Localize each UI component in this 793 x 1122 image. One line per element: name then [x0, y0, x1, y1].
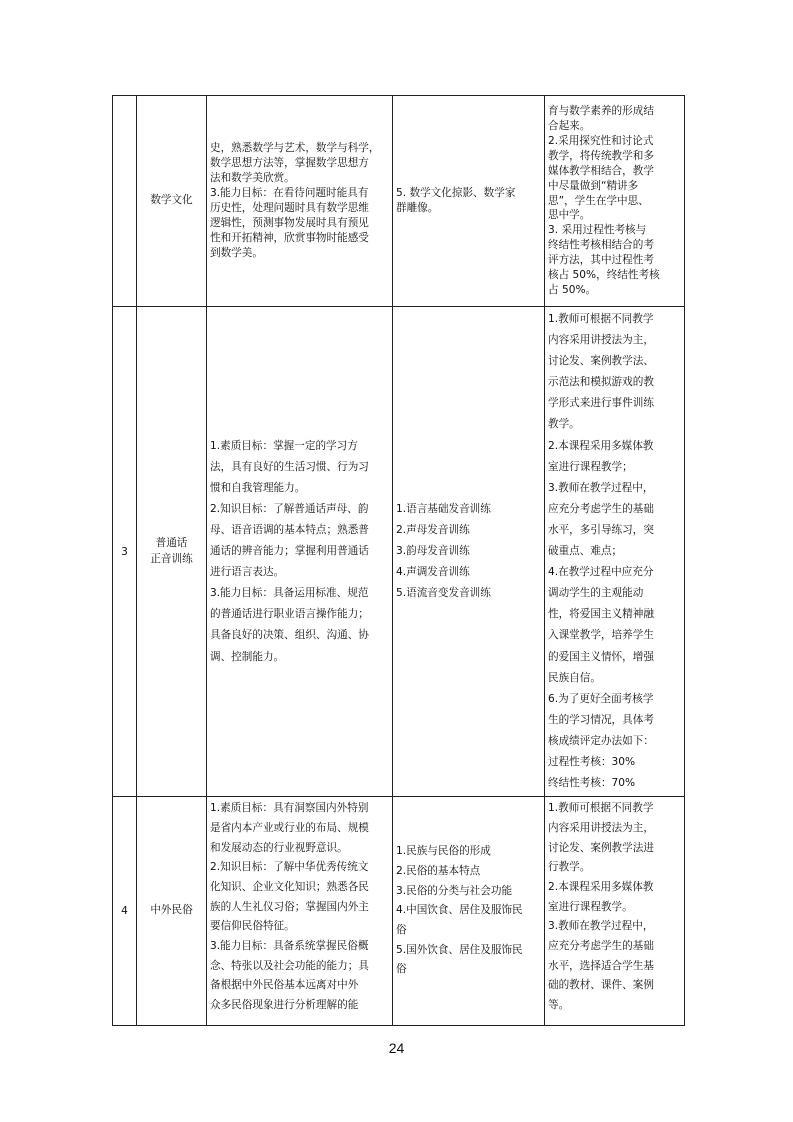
course-goals-line: 通话的辨音能力；掌握利用普通话	[210, 545, 369, 558]
teaching-requirements-line: 思”，学生在学中思、	[548, 194, 649, 207]
teaching-requirements-line: 思中学。	[548, 209, 591, 222]
course-content-line: 3.民俗的分类与社会功能	[396, 884, 513, 897]
teaching-requirements-line: 入课堂教学，培养学生	[548, 629, 654, 642]
course-content-line: 4.声调发音训练	[396, 566, 470, 579]
course-goals-line: 数学思想方法等，掌握数学思想方	[210, 157, 369, 170]
teaching-requirements-line: 教学，将传统教学和多	[548, 149, 654, 162]
course-goals-line: 具备良好的决策、组织、沟通、协	[210, 629, 369, 642]
course-goals	[207, 96, 393, 307]
teaching-requirements-line: 2.本课程采用多媒体教	[548, 880, 654, 893]
course-content-line: 5.国外饮食、居住及服饰民	[396, 943, 523, 956]
row-number: 3	[113, 307, 137, 797]
table-row	[113, 307, 685, 797]
course-content-line: 2.声母发音训练	[396, 523, 470, 536]
teaching-requirements-line: 6.为了更好全面考核学	[548, 692, 654, 705]
course-goals-line: 3.能力目标：具备系统掌握民俗概	[210, 940, 369, 953]
course-name: 中外民俗	[137, 797, 207, 1026]
teaching-requirements-line: 育与数学素养的形成结	[548, 105, 654, 118]
course-content-line: 俗	[396, 924, 407, 936]
teaching-requirements-line: 室进行课程教学。	[548, 900, 633, 913]
teaching-requirements-line: 核占 50%，终结性考核	[548, 269, 660, 282]
teaching-requirements-line: 讨论发、案例教学法进	[548, 841, 654, 854]
table-row	[113, 96, 685, 307]
course-goals-line: 众多民俗现象进行分析理解的能	[210, 999, 359, 1012]
teaching-requirements-line: 过程性考核：30%	[548, 755, 636, 768]
teaching-requirements-line: 评方法，其中过程性考	[548, 254, 654, 267]
teaching-requirements-line: 1.教师可根据不同教学	[548, 802, 654, 815]
teaching-requirements-line: 行教学。	[548, 861, 591, 874]
course-goals-line: 族的人生礼仪习俗；掌握国内外主	[210, 900, 369, 913]
course-goals-line: 性和开拓精神，欣赏事物时能感受	[210, 231, 369, 244]
course-goals-line: 母、语音语调的基本特点；熟悉普	[210, 523, 369, 536]
course-goals-line: 念、特张以及社会功能的能力；具	[210, 959, 369, 972]
teaching-requirements-line: 4.在教学过程中应充分	[548, 566, 654, 579]
course-goals-line: 1.素质目标：具有洞察国内外特别	[210, 802, 369, 815]
course-name: 普通话 正音训练	[137, 307, 207, 797]
course-table	[112, 95, 685, 1026]
row-number: 4	[113, 797, 137, 1026]
course-goals-line: 法，具有良好的生活习惯、行为习	[210, 460, 369, 473]
teaching-requirements-line: 教学。	[548, 418, 580, 431]
teaching-requirements-line: 占 50%。	[548, 283, 597, 296]
course-content-line: 4.中国饮食、居住及服饰民	[396, 904, 523, 917]
course-goals-line: 逻辑性，预测事物发展时具有预见	[210, 216, 369, 229]
course-content-line: 3.韵母发音训练	[396, 545, 470, 558]
teaching-requirements-line: 2.本课程采用多媒体教	[548, 439, 654, 452]
course-goals-line: 要信仰民俗特征。	[210, 920, 295, 933]
teaching-requirements-line: 应充分考虑学生的基础	[548, 940, 654, 953]
teaching-requirements-line: 应充分考虑学生的基础	[548, 502, 654, 515]
teaching-requirements-line: 内容采用讲授法为主，	[548, 334, 654, 347]
course-goals-line: 历史性，处理问题时具有数学思维	[210, 202, 369, 214]
course-goals	[207, 307, 393, 797]
teaching-requirements-line: 2.采用探究性和讨论式	[548, 134, 654, 147]
course-goals-line: 到数学美。	[210, 246, 263, 259]
course-goals-line: 2.知识目标：了解中华优秀传统文	[210, 861, 369, 874]
teaching-requirements	[545, 797, 685, 1026]
course-goals-line: 是省内本产业或行业的布局、规模	[210, 821, 369, 834]
course-name: 数学文化	[137, 96, 207, 307]
course-content-line: 群雕像。	[396, 202, 439, 214]
course-goals-line: 进行语言表达。	[210, 566, 285, 579]
teaching-requirements-line: 合起来。	[548, 120, 591, 133]
course-content-line: 1.民族与民俗的形成	[396, 845, 491, 858]
course-goals-line: 2.知识目标：了解普通话声母、韵	[210, 502, 369, 515]
teaching-requirements	[545, 307, 685, 797]
course-goals-line: 3.能力目标：在看待问题时能具有	[210, 187, 369, 200]
teaching-requirements-line: 3.教师在教学过程中，	[548, 920, 654, 933]
teaching-requirements-line: 3. 采用过程性考核与	[548, 224, 647, 237]
course-goals-line: 1.素质目标：掌握一定的学习方	[210, 439, 358, 452]
teaching-requirements-line: 终结性考核：70%	[548, 777, 636, 790]
teaching-requirements-line: 等。	[548, 999, 570, 1012]
teaching-requirements-line: 讨论发、案例教学法、	[548, 355, 654, 368]
course-goals	[207, 797, 393, 1026]
course-table-body	[113, 96, 685, 1026]
course-goals-line: 和发展动态的行业视野意识。	[210, 841, 348, 854]
course-content-line: 2.民俗的基本特点	[396, 864, 481, 877]
course-content-line: 俗	[396, 963, 407, 976]
page-number: 24	[388, 1040, 405, 1056]
teaching-requirements-line: 示范法和模拟游戏的教	[548, 376, 654, 389]
teaching-requirements	[545, 96, 685, 307]
teaching-requirements-line: 媒体教学相结合，教学	[548, 164, 654, 177]
row-number	[113, 96, 137, 307]
course-content-line: 5.语流音变发音训练	[396, 587, 491, 600]
teaching-requirements-line: 水平，多引导练习，突	[548, 523, 654, 536]
course-goals-line: 史，熟悉数学与艺术，数学与科学，	[210, 142, 380, 155]
course-content	[393, 307, 545, 797]
teaching-requirements-line: 础的教材、课件、案例	[548, 979, 654, 992]
course-goals-line: 备根据中外民俗基本远离对中外	[210, 979, 359, 992]
course-content-line: 5. 数学文化掠影、数学家	[396, 187, 516, 200]
teaching-requirements-line: 核成绩评定办法如下：	[548, 734, 654, 747]
course-goals-line: 调、控制能力。	[210, 650, 285, 663]
teaching-requirements-line: 水平，选择适合学生基	[548, 959, 654, 972]
course-goals-line: 的普通话进行职业语言操作能力；	[210, 608, 369, 621]
teaching-requirements-line: 1.教师可根据不同教学	[548, 313, 654, 325]
teaching-requirements-line: 性，将爱国主义精神融	[548, 608, 654, 621]
course-content	[393, 96, 545, 307]
teaching-requirements-line: 终结性考核相结合的考	[548, 239, 654, 252]
course-goals-line: 化知识、企业文化知识；熟悉各民	[210, 880, 369, 893]
teaching-requirements-line: 室进行课程教学；	[548, 460, 633, 473]
teaching-requirements-line: 中尽量做到“精讲多	[548, 179, 639, 192]
course-goals-line: 3.能力目标：具备运用标准、规范	[210, 587, 369, 600]
teaching-requirements-line: 调动学生的主观能动	[548, 587, 644, 600]
course-content-line: 1.语言基础发音训练	[396, 502, 491, 515]
teaching-requirements-line: 破重点、难点；	[548, 545, 623, 558]
teaching-requirements-line: 学形式来进行事件训练	[548, 397, 654, 410]
course-content	[393, 797, 545, 1026]
teaching-requirements-line: 的爱国主义情怀，增强	[548, 650, 654, 663]
teaching-requirements-line: 民族自信。	[548, 671, 601, 684]
course-goals-line: 惯和自我管理能力。	[210, 481, 306, 494]
teaching-requirements-line: 内容采用讲授法为主，	[548, 821, 654, 834]
teaching-requirements-line: 生的学习情况，具体考	[548, 713, 654, 726]
table-row	[113, 797, 685, 1026]
teaching-requirements-line: 3.教师在教学过程中，	[548, 481, 654, 494]
course-goals-line: 法和数学美欣赏。	[210, 172, 295, 185]
